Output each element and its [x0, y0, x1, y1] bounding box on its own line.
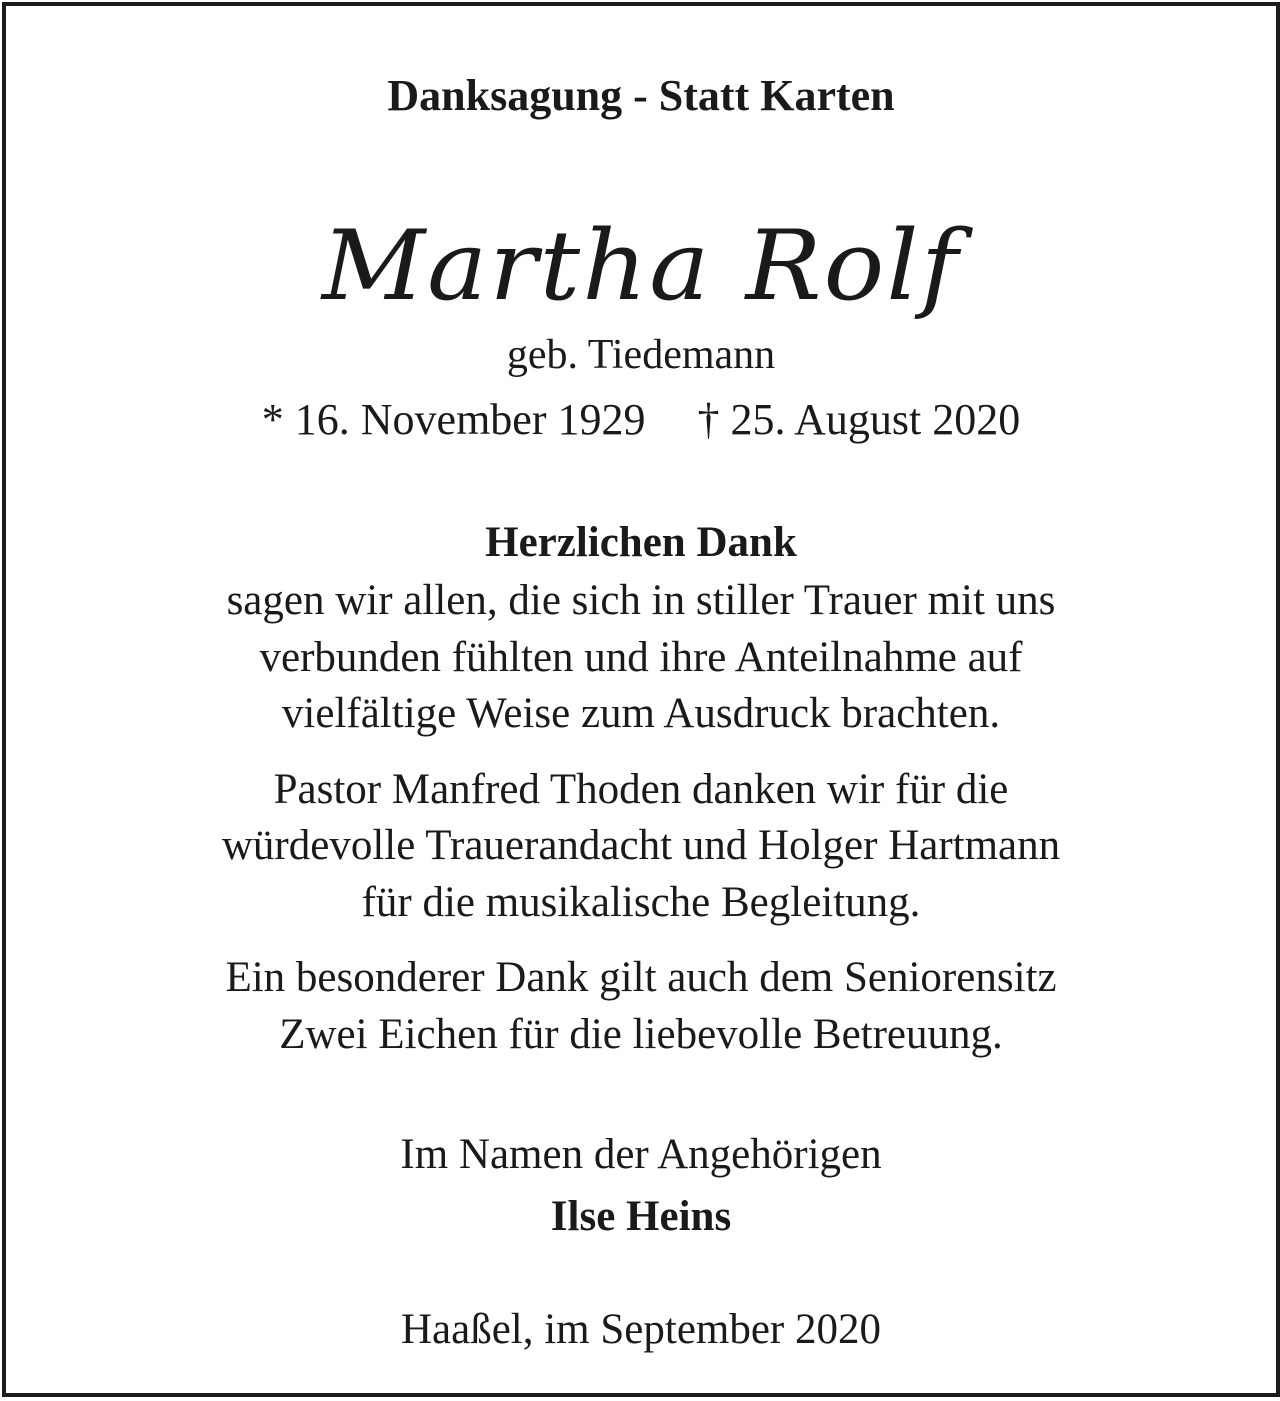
death-date: † 25. August 2020	[697, 395, 1021, 444]
thanks-paragraph-1-line-3: vielfältige Weise zum Ausdruck brachten.	[281, 690, 1001, 737]
deceased-name: Martha Rolf	[321, 210, 961, 322]
thanks-title: Herzlichen Dank	[485, 519, 797, 566]
place-and-date: Haaßel, im September 2020	[400, 1306, 882, 1353]
signature-name: Ilse Heins	[550, 1193, 732, 1240]
notice-heading: Danksagung - Statt Karten	[387, 71, 895, 120]
obituary-card	[2, 2, 1280, 1397]
thanks-paragraph-2-line-3: für die musikalische Begleitung.	[361, 879, 921, 926]
maiden-name: geb. Tiedemann	[506, 332, 776, 378]
thanks-paragraph-1-line-2: verbunden fühlten und ihre Anteilnahme auf	[259, 634, 1023, 681]
life-dates	[6, 395, 1276, 444]
thanks-paragraph-2-line-1: Pastor Manfred Thoden danken wir für die	[273, 766, 1009, 813]
thanks-paragraph-2-line-2: würdevolle Trauerandacht und Holger Hartmann	[221, 822, 1061, 869]
thanks-paragraph-1-line-1: sagen wir allen, die sich in stiller Trauer mit uns	[226, 577, 1056, 624]
signature-intro: Im Namen der Angehörigen	[400, 1131, 882, 1178]
thanks-paragraph-3-line-2: Zwei Eichen für die liebevolle Betreuung.	[279, 1011, 1003, 1058]
birth-date: * 16. November 1929	[261, 395, 646, 444]
thanks-paragraph-3-line-1: Ein besonderer Dank gilt auch dem Seniorensitz	[225, 954, 1057, 1001]
